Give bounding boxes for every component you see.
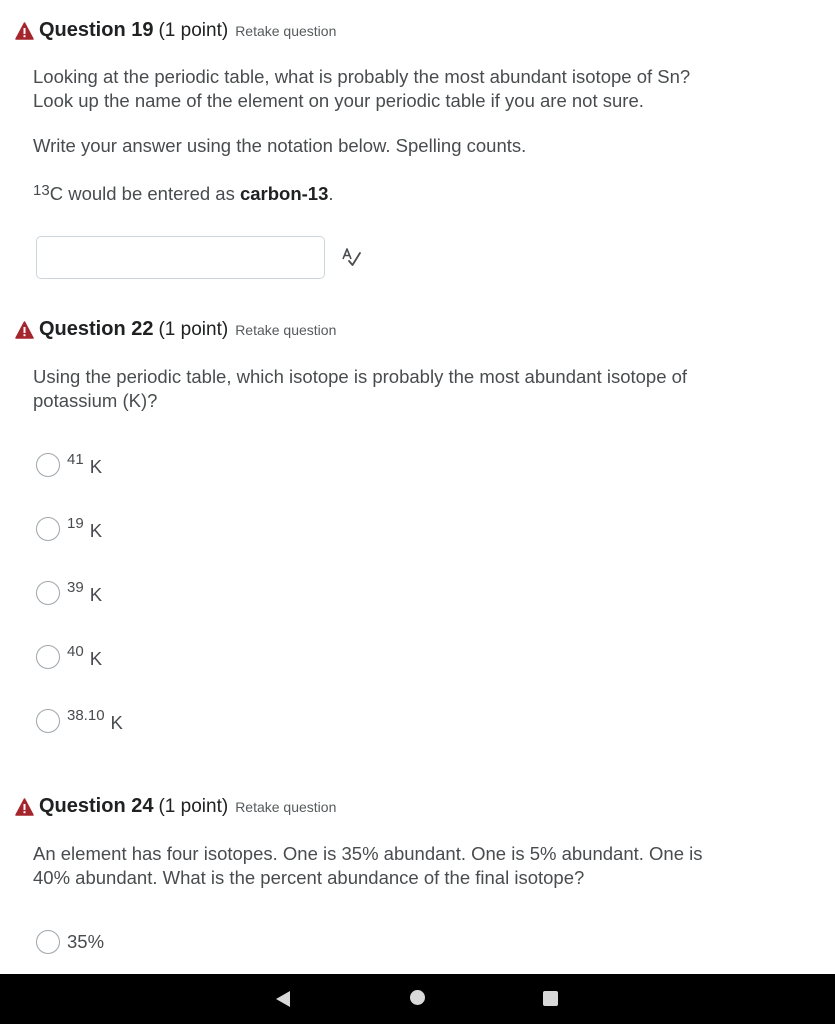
option-mass-number: 38.10 [67,706,105,724]
question-text-line: An element has four isotopes. One is 35% abundant. One is 5% abundant. One is [33,843,703,864]
radio-button[interactable] [36,930,60,954]
question-22-header [15,318,336,341]
option-label: 35% [67,931,105,952]
radio-button[interactable] [36,581,60,605]
radio-button[interactable] [36,709,60,733]
option-35-percent[interactable] [36,929,104,955]
option-mass-number: 19 [67,514,84,532]
option-mass-number: 41 [67,450,84,468]
option-symbol: K [89,584,103,605]
question-text-line: Looking at the periodic table, what is probably the most abundant isotope of Sn? [33,66,691,87]
question-text-line: 40% abundant. What is the percent abundance of the final isotope? [33,867,585,888]
option-19-k[interactable] [36,516,102,542]
question-text-line: Using the periodic table, which isotope is probably the most abundant isotope of [33,366,688,387]
retake-question-link[interactable]: Retake question [235,322,337,338]
retake-question-link[interactable]: Retake question [235,799,337,815]
question-24-text [33,842,703,890]
retake-question-link[interactable]: Retake question [235,23,337,39]
question-22-text [33,365,687,413]
option-symbol: K [89,648,103,669]
question-19-text [33,65,690,113]
question-title: Question 22 [39,318,154,340]
warning-icon [15,798,34,816]
question-text-line: potassium (K)? [33,390,158,411]
option-mass-number: 40 [67,642,84,660]
example-answer: carbon-13 [239,183,329,204]
radio-button[interactable] [36,453,60,477]
option-symbol: K [89,456,103,477]
question-points: (1 point) [158,20,229,41]
option-symbol: K [89,520,103,541]
question-points: (1 point) [158,319,229,340]
recent-apps-square-icon[interactable] [543,991,558,1006]
radio-button[interactable] [36,645,60,669]
example-mass-number: 13 [33,182,50,199]
question-text-line: Look up the name of the element on your periodic table if you are not sure. [33,90,644,111]
warning-icon [15,321,34,339]
option-symbol: K [110,712,123,733]
example-text: would be entered as [63,183,240,204]
option-mass-number: 39 [67,578,84,596]
system-navigation-bar [0,974,835,1024]
option-40-k[interactable] [36,644,102,670]
question-points: (1 point) [158,796,229,817]
example-period: . [328,183,334,204]
answer-input[interactable] [36,236,325,279]
question-19-example [33,182,334,206]
question-19-instruction: Write your answer using the notation below. Spelling counts. [33,135,527,156]
back-triangle-icon[interactable] [275,990,291,1008]
warning-icon [15,22,34,40]
option-39-k[interactable] [36,580,102,606]
option-41-k[interactable] [36,452,102,478]
option-38-10-k[interactable] [36,708,123,734]
question-title: Question 24 [39,795,154,817]
spellcheck-icon[interactable] [340,246,362,268]
question-24-header [15,795,336,818]
home-circle-icon[interactable] [410,990,425,1005]
example-symbol: C [49,183,64,204]
question-19-header [15,19,336,42]
question-title: Question 19 [39,19,154,41]
radio-button[interactable] [36,517,60,541]
